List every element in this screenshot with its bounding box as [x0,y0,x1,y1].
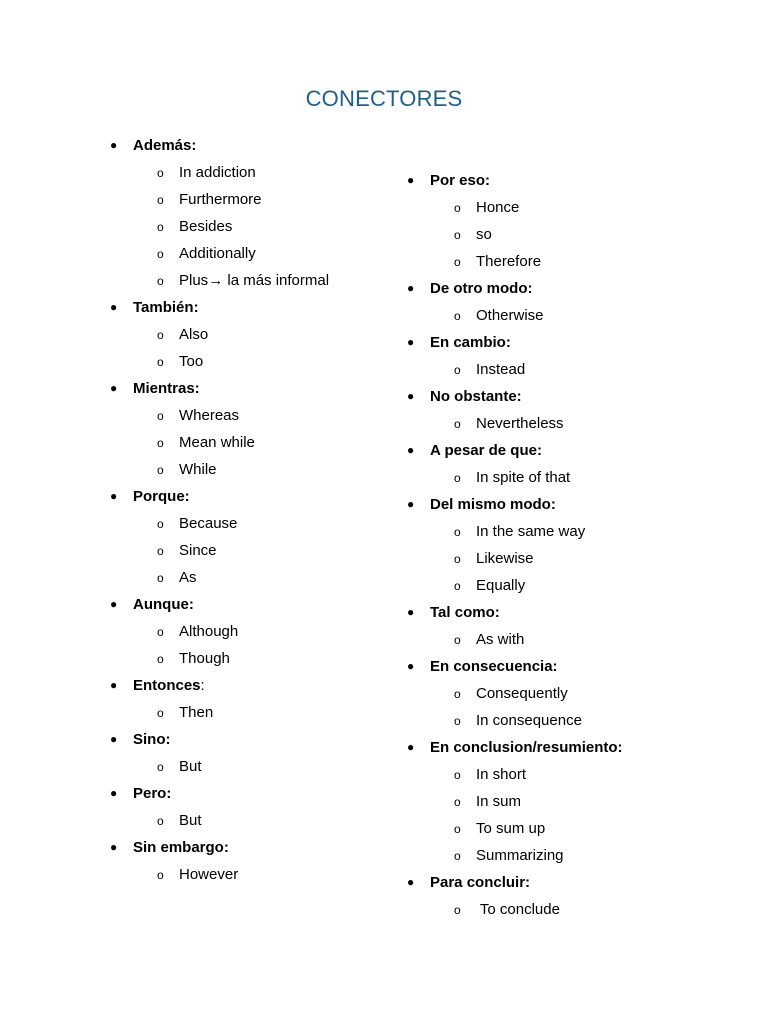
connector-term [108,132,408,159]
term-suffix: : [200,677,205,694]
bullet-icon: ● [110,786,118,800]
bullet-icon: ● [110,381,118,395]
translation-text: Though [179,650,230,667]
translation-item [405,194,725,221]
circle-bullet-icon: o [454,255,461,269]
circle-bullet-icon: o [454,795,461,809]
circle-bullet-icon: o [157,814,164,828]
translation-item [405,842,725,869]
translation-text: Consequently [476,685,568,702]
term-label: De otro modo: [430,280,533,297]
bullet-icon: ● [110,678,118,692]
translation-item [108,753,408,780]
circle-bullet-icon: o [157,436,164,450]
translation-item [108,645,408,672]
bullet-icon: ● [407,875,415,889]
term-label: Aunque: [133,596,194,613]
translation-text: In short [476,766,527,783]
translation-item [108,240,408,267]
connector-term [405,329,725,356]
circle-bullet-icon: o [454,363,461,377]
circle-bullet-icon: o [157,409,164,423]
term-label: En conclusion/resumiento: [430,739,623,756]
term-label: Porque: [133,488,190,505]
circle-bullet-icon: o [157,544,164,558]
translation-text: However [179,866,239,883]
circle-bullet-icon: o [157,706,164,720]
term-label: En cambio: [430,334,511,351]
translation-text: Additionally [179,245,256,262]
circle-bullet-icon: o [454,525,461,539]
translation-text: To conclude [476,901,560,918]
translation-text: Equally [476,577,526,594]
bullet-icon: ● [110,138,118,152]
translation-text: so [476,226,492,243]
bullet-icon: ● [407,335,415,349]
translation-text: Mean while [179,434,255,451]
translation-text: Furthermore [179,191,262,208]
translation-item [405,356,725,383]
arrow-right-icon: → [208,272,224,289]
translation-item [405,896,725,923]
term-label: Tal como: [430,604,500,621]
translation-text: In the same way [476,523,586,540]
translation-text: In addiction [179,164,256,181]
translation-text: Otherwise [476,307,544,324]
circle-bullet-icon: o [454,228,461,242]
bullet-icon: ● [110,489,118,503]
translation-item [108,321,408,348]
circle-bullet-icon: o [454,768,461,782]
connector-term [405,167,725,194]
connector-term [405,491,725,518]
translation-item [108,699,408,726]
translation-item [108,861,408,888]
translation-text: Besides [179,218,233,235]
circle-bullet-icon: o [454,903,461,917]
translation-item [405,464,725,491]
translation-item [108,213,408,240]
circle-bullet-icon: o [157,166,164,180]
translation-text: But [179,812,202,829]
translation-text: In spite of that [476,469,571,486]
circle-bullet-icon: o [157,355,164,369]
translation-text: Nevertheless [476,415,564,432]
bullet-icon: ● [407,659,415,673]
connector-term [405,599,725,626]
translation-item [405,248,725,275]
connector-term [405,383,725,410]
circle-bullet-icon: o [454,309,461,323]
bullet-icon: ● [407,389,415,403]
translation-text: As with [476,631,525,648]
term-label: También: [133,299,199,316]
translation-item [108,618,408,645]
translation-text: To sum up [476,820,546,837]
translation-item [108,348,408,375]
translation-item [108,807,408,834]
circle-bullet-icon: o [454,687,461,701]
translation-text: But [179,758,202,775]
term-label: Pero: [133,785,172,802]
term-label: A pesar de que: [430,442,542,459]
circle-bullet-icon: o [157,247,164,261]
translation-text: Although [179,623,239,640]
translation-item [405,815,725,842]
translation-text: Therefore [476,253,542,270]
translation-text: As [179,569,197,586]
connector-term [108,591,408,618]
connector-term [108,294,408,321]
translation-text: Instead [476,361,526,378]
bullet-icon: ● [407,281,415,295]
translation-item [108,429,408,456]
translation-item [405,626,725,653]
term-label: Sin embargo: [133,839,229,856]
connector-term [108,780,408,807]
translation-note: la más informal [223,272,330,289]
term-label: Entonces [133,677,201,694]
translation-item [405,302,725,329]
bullet-icon: ● [407,173,415,187]
bullet-icon: ● [110,300,118,314]
circle-bullet-icon: o [157,463,164,477]
translation-item [108,186,408,213]
translation-text: Because [179,515,238,532]
translation-text: While [179,461,217,478]
connector-term [108,726,408,753]
translation-text: In consequence [476,712,582,729]
circle-bullet-icon: o [454,471,461,485]
translation-text: Whereas [179,407,240,424]
translation-text: Also [179,326,209,343]
translation-text: Too [179,353,204,370]
circle-bullet-icon: o [157,868,164,882]
circle-bullet-icon: o [157,652,164,666]
translation-text: Honce [476,199,520,216]
translation-item [405,410,725,437]
translation-item [108,456,408,483]
translation-text: Then [179,704,214,721]
bullet-icon: ● [110,732,118,746]
translation-item [108,267,408,294]
connector-term [108,375,408,402]
translation-item [108,402,408,429]
term-label: Mientras: [133,380,200,397]
translation-item [405,545,725,572]
translation-text: Likewise [476,550,534,567]
connector-term [108,672,408,699]
connector-term [405,653,725,680]
translation-item [405,761,725,788]
right-column-list [405,167,725,923]
translation-item [108,510,408,537]
left-column-list [108,132,408,888]
circle-bullet-icon: o [157,274,164,288]
translation-item [405,221,725,248]
translation-text: Summarizing [476,847,564,864]
translation-item [405,788,725,815]
translation-item [108,537,408,564]
page-title: CONECTORES [305,86,463,111]
translation-item [405,518,725,545]
translation-item [108,564,408,591]
term-label: Del mismo modo: [430,496,556,513]
circle-bullet-icon: o [157,193,164,207]
bullet-icon: ● [407,605,415,619]
bullet-icon: ● [407,740,415,754]
bullet-icon: ● [110,597,118,611]
circle-bullet-icon: o [454,552,461,566]
circle-bullet-icon: o [157,760,164,774]
circle-bullet-icon: o [157,328,164,342]
circle-bullet-icon: o [454,579,461,593]
circle-bullet-icon: o [157,220,164,234]
translation-text: In sum [476,793,522,810]
circle-bullet-icon: o [454,822,461,836]
translation-item [108,159,408,186]
connector-term [405,275,725,302]
term-label: Para concluir: [430,874,531,891]
bullet-icon: ● [407,443,415,457]
circle-bullet-icon: o [157,625,164,639]
connector-term [405,869,725,896]
circle-bullet-icon: o [454,849,461,863]
circle-bullet-icon: o [454,201,461,215]
term-label: Sino: [133,731,171,748]
term-label: En consecuencia: [430,658,558,675]
circle-bullet-icon: o [454,633,461,647]
term-label: No obstante: [430,388,522,405]
bullet-icon: ● [110,840,118,854]
translation-item [405,572,725,599]
connector-term [405,437,725,464]
circle-bullet-icon: o [157,517,164,531]
bullet-icon: ● [407,497,415,511]
translation-text: Since [179,542,217,559]
connector-term [108,483,408,510]
translation-text: Plus [179,272,209,289]
translation-item [405,707,725,734]
circle-bullet-icon: o [157,571,164,585]
circle-bullet-icon: o [454,714,461,728]
translation-item [405,680,725,707]
term-label: Por eso: [430,172,491,189]
term-label: Además: [133,137,197,154]
connector-term [405,734,725,761]
connector-term [108,834,408,861]
circle-bullet-icon: o [454,417,461,431]
